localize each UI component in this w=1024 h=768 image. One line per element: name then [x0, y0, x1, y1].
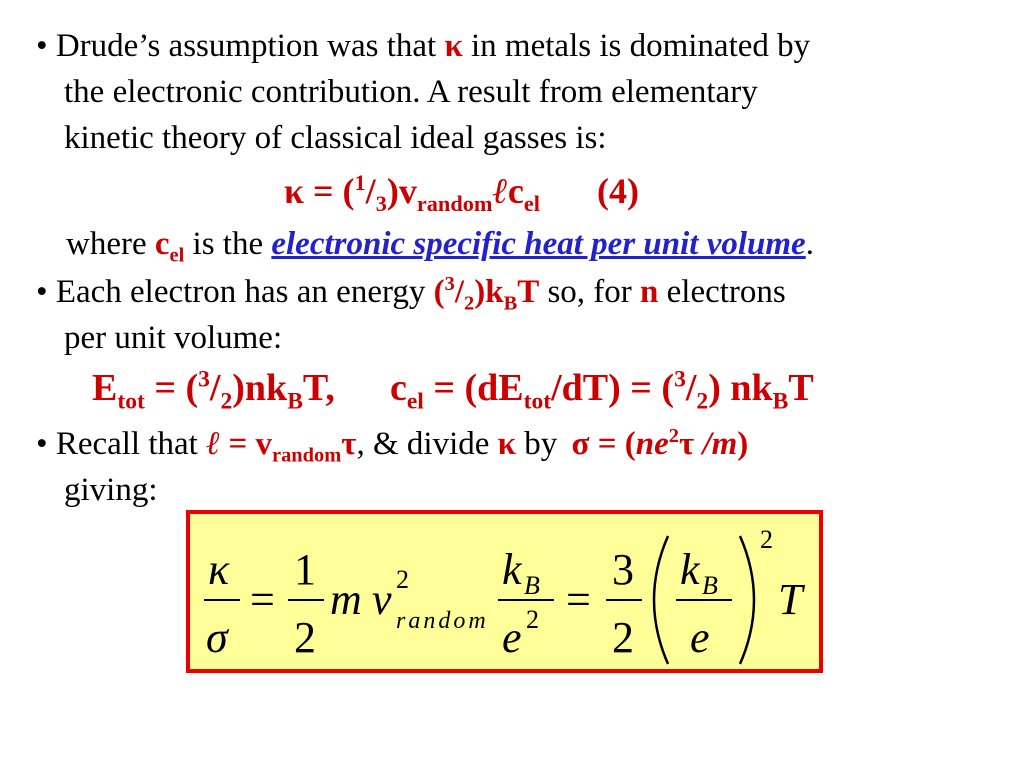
bullet-1-line-2: the electronic contribution. A result from elementary [64, 74, 758, 110]
bullet-marker: • [36, 28, 48, 64]
formula-equals-2: = [566, 575, 591, 624]
formula-kb-2-sub: B [702, 571, 718, 600]
formula-random: random [396, 608, 489, 634]
right-paren [740, 536, 754, 664]
left-paren [654, 536, 668, 664]
formula-equals-1: = [250, 575, 275, 624]
formula-v-squared: 2 [396, 565, 409, 594]
formula-e-2: e [690, 613, 710, 662]
bullet-3-line-2: giving: [64, 472, 158, 508]
formula-three: 3 [612, 545, 634, 594]
result-formula [190, 514, 819, 669]
formula-T: T [778, 575, 803, 624]
formula-kb-sub: B [524, 571, 540, 600]
formula-v: v [372, 575, 392, 624]
formula-two: 2 [294, 613, 316, 662]
equation-4: $\kappa = (^1/_3)v_{random}\ell c_{el}$ (4) [284, 170, 639, 217]
formula-two-b: 2 [612, 613, 634, 662]
formula-one: 1 [294, 545, 316, 594]
bullet-2-line-1: • Each electron has an energy $(^3/_2)k_BT$ so, for n electrons [36, 273, 786, 315]
bullet-2-line-2: per unit volume: [64, 320, 283, 356]
formula-kb-2: k [680, 545, 700, 594]
equation-etot-cel: $E_{tot} = (^3/_2)nk_BT$, $c_{el} = (dE_{tot}/dT) = (^3/_2)$ $nk_BT$ [92, 366, 814, 415]
specific-heat-link[interactable]: electronic specific heat per unit volume [271, 226, 806, 262]
bullet-1-line-3: kinetic theory of classical ideal gasses is: [64, 120, 607, 156]
formula-kb: k [502, 545, 522, 594]
bullet-marker: • [36, 426, 48, 462]
kappa-symbol: κ [444, 28, 463, 64]
formula-e: e [502, 613, 522, 662]
equation-number: (4) [596, 171, 639, 211]
bullet-marker: • [36, 274, 48, 310]
formula-kappa: κ [208, 545, 230, 594]
formula-sigma: σ [206, 613, 228, 662]
where-cel-line: where $c_{el}$ is the electronic specific heat per unit volume. [66, 226, 814, 267]
result-formula-box [186, 510, 823, 673]
formula-m: m [330, 575, 362, 624]
bullet-3-line-1: • Recall that ℓ = $v_{random}\tau$, & divide κ by $\sigma = (ne^2\tau$ /m) [36, 425, 749, 467]
formula-outer-square: 2 [760, 525, 773, 554]
bullet-1-line-1: • Drude’s assumption was that κ in metals is dominated by [36, 28, 811, 64]
formula-e-squared: 2 [526, 605, 539, 634]
